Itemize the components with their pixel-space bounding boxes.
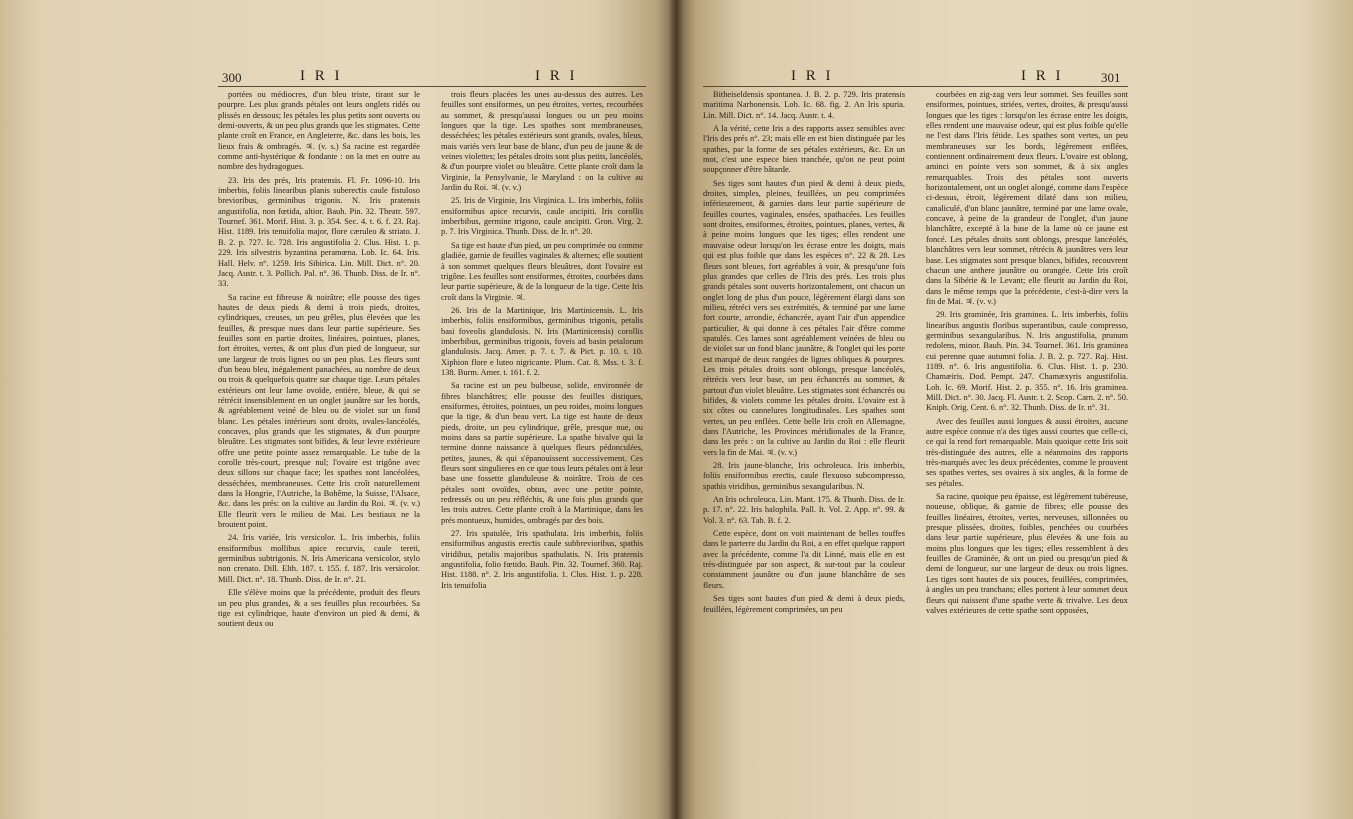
header-rule-right [703, 86, 1128, 87]
book-gutter [668, 0, 684, 819]
right-column-1 [703, 90, 905, 618]
paragraph: 27. Iris spatulée, Iris spathulata. Iris imberbis, foliis ensiformibus angustis ereƈtis caule subbrevioribus, spathis viridibus, petalis majoribus spathulatis. N. Iris pratensis angustifolia, folio fœtido. Bauh. Pin. 32. Tournef. 360. Raj. Hist. 1188. n°. 2. Iris angustifolia. 1. Clus. Hist. 1. p. 228. Iris tenuifolia [441, 529, 643, 590]
paragraph: 28. Iris jaune-blanche, Iris ochroleuca. Iris imberbis, foliis ensiformibus ereƈtis, caule flexuoso subcompresso, spathis viridibus, germinibus sexangularibus. N. [703, 461, 905, 491]
paragraph: Ses tiges sont hautes d'un pied & demi à deux pieds, droites, simples, pleines, feuillées, un peu comprimées inférieurement, & garnies dans leur partie supérieure de feuilles courtes, vaginales, ensées, spathacées. Les feuilles sont droites, ensiformes, étroites, pointues, planes, vertes, & à peine moins longues que les tiges; elles rendent une mauvaise odeur lorsqu'on les écrase entre les doigts, mais qui est plus foible que dans les espèces n°. 22 & 28. Les fleurs sont bleues, fort agréables à voir, & presqu'une fois plus grandes que celles de l'Iris des prés. Les trois plus grands pétales sont ouverts horizontalement, ont chacun un onglet long de plus d'un pouce, légèrement élargi dans son milieu, rétréci vers ses extrémités, & terminé par une lame fort courte, arrondie, échancrée, ayant l'air d'un appendice particulier, & qui donne à ces pétales l'air d'être comme spatulés. Ces lames sont agréablement veinées de bleu ou de violet sur un fond blanc jaunâtre, & l'onglet qui les porte est marqué de deux rangées de lignes obliques & pourpres. Les trois pétales droits sont oblongs, presque lancéolés, rétrécis vers leur base, un peu échancrés au sommet, & partout d'un violet bleuâtre. Les stigmates sont échancrés ou bifides, & violets comme les pétales droits. L'ovaire est à six côtes ou cannelures longitudinales. Les spathes sont vertes, un peu enflées. Cette belle Iris croît en Allemagne, dans l'Autriche, les Provinces méridionales de la France, dans les prés : on la cultive au Jardin du Roi : elle fleurit vers la fin de Mai. ♃. (v. v.) [703, 178, 905, 457]
paragraph: Ses tiges sont hautes d'un pied & demi à deux pieds, feuillées, légèrement comprimées, un peu [703, 594, 905, 614]
paragraph: portées ou médiocres, d'un bleu triste, tirant sur le pourpre. Les plus grands pétales ont leurs onglets ridés ou plissés en dessous; les pétales les plus petits sont ouverts ou demi-ouverts, & un peu plus grands que les stigmates. Cette plante croît en France, en Angleterre, &c. dans les bois, les lieux frais & ombragés. ♃. (v. s.) Sa racine est regardée comme anti-hystérique & fondante : on la met en outre au nombre des hydragogues. [218, 90, 420, 172]
paragraph: Elle s'élève moins que la précédente, produit des fleurs un peu plus grandes, & a ses feuilles plus recourbées. Sa tige est cylindrique, haute d'environ un pied & demi, & soutient deux ou [218, 588, 420, 629]
right-page [676, 0, 1353, 819]
paragraph: 25. Iris de Virginie, Iris Virginica. L. Iris imberbis, foliis ensiformibus apice recurvis, caule ancipiti. Iris corollis imberbibus, germine trigono, caule ancipiti. Gron. Virg. 2. p. 7. Iris Virginica. Thunb. Diss. de Ir. n°. 20. [441, 196, 643, 237]
running-head-left-center: I R I [535, 68, 578, 84]
paragraph: An Iris ochroleuca. Lin. Mant. 175. & Thunb. Diss. de Ir. p. 17. n°. 22. Iris halophila. Pall. It. Vol. 2. App. n°. 99. & Vol. 3. n°. 63. Tab. B. f. 2. [703, 495, 905, 525]
header-rule-left [218, 86, 646, 87]
left-page [0, 0, 676, 819]
paragraph: 23. Iris des prés, Iris pratensis. Fl. Fr. 1096-10. Iris imberbis, foliis linearibus planis subereƈtis caule fistuloso brevioribus, germinibus trigonis. N. Iris pratensis angustifolia, non fœtida, altior. Bauh. Pin. 32. Theatr. 597. Tournef. 361. Morif. Hist. 3. p. 354. Sec. 4. t. 6. f. 23. Raj. Hist. 1189. Iris tenuifolia major, flore cæruleo & striato. J. B. 2. p. 727. Ic. 728. Iris angustifolia 2. Clus. Hist. 1. p. 229. Iris silvestris byzantina peramœna. Lob. Ic. 64. Iris. Hall. Helv. n°. 1259. Iris Sibirica. Lin. Mill. Diƈt. n°. 20. Jacq. Austr. t. 3. Pollich. Pal. n°. 36. Thunb. Diss. de Ir. n°. 33. [218, 175, 420, 289]
paragraph: courbées en zig-zag vers leur sommet. Ses feuilles sont ensiformes, pointues, striées, vertes, droites, & presqu'aussi longues que les tiges : lorsqu'on les écrase entre les doigts, elles rendent une mauvaise odeur, qui est plus foible qu'elle ne l'est dans l'Iris fétide. Les spathes sont vertes, un peu membraneuses sur les bords, légèrement enflées, contiennent ordinairement deux fleurs. L'ovaire est oblong, aminci en pointe vers son sommet, & à six angles remarquables. Trois des pétales sont ouverts horizontalement, ont un onglet alongé, comme dans l'espèce ci-dessus, étroit, légèrement dilaté dans son milieu, canaliculé, d'un blanc jaunâtre, terminé par une lame ovale, concave, à peine de la grandeur de l'onglet, d'un jaune blanchâtre, excepté à la base de la lame où ce jaune est foncé. Les pétales droits sont oblongs, presque lancéolés, blanchâtres vers leur sommet, rétrécis & jaunâtres vers leur base. Les stigmates sont presque blancs, bifides, recouvrent chacun une anthere jaunâtre ou orangée. Cette Iris croît dans la Sibérie & le Levant; elle fleurit au Jardin du Roi, dans le même temps que la précédente, c'est-à-dire vers la fin de Mai. ♃. (v. v.) [926, 90, 1128, 306]
left-column-2 [441, 90, 643, 594]
paragraph: Cette espèce, dont on voit maintenant de belles touffes dans le parterre du Jardin du Roi, a en effet quelque rapport avec la précédente, comme l'a dit Linné, mais elle en est très-distinguée par son aspect, & sur-tout par la couleur constamment jaunâtre ou d'un jaune blanchâtre de ses fleurs. [703, 529, 905, 590]
paragraph: A la vérité, cette Iris a des rapports assez sensibles avec l'Iris des prés n°. 23; mais elle en est bien distinguée par les spathes, par la forme de ses pétales extérieurs, &c. En un mot, c'est une espece bien tranchée, qu'on ne peut point soupçonner d'être bâtarde. [703, 124, 905, 175]
paragraph: Sa racine, quoique peu épaisse, est légèrement tubéreuse, noueuse, oblique, & garnie de fibres; elle pousse des feuilles linéaires, étroites, vertes, nerveuses, sillonnées ou presque plissées, droites, foibles, penchées ou courbées dans leur partie supérieure, plus élevées & une fois au moins plus longues que les tiges; elles ressemblent à des feuilles de Graminée, & ont un pied ou presqu'un pied & demi de longueur, sur une largeur de deux ou trois lignes. Les tiges sont hautes de six pouces, feuillées, comprimées, à angles un peu tranchans; elles portent à leur sommet deux fleurs qui naissent d'une spathe verte & trivalve. Les deux valves extérieures de cette spathe sont opposées, [926, 492, 1128, 615]
paragraph: Sa tige est haute d'un pied, un peu comprimée ou comme gladiée, garnie de feuilles vaginales & alternes; elle soutient à son sommet quelques fleurs bleuâtres, dont l'ovaire est trigône. Les feuilles sont ensiformes, étroites, courbées dans leur partie supérieure, & de la longueur de la tige. Cette Iris croît dans la Virginie. ♃. [441, 240, 643, 302]
page-number-right: 301 [1101, 70, 1121, 85]
running-head-right: I R I [1021, 68, 1064, 84]
paragraph: trois fleurs placées les unes au-dessus des autres. Les feuilles sont ensiformes, un peu étroites, vertes, recourbées au sommet, & presqu'aussi longues ou un peu moins longues que la tige. Les spathes sont membraneuses, desséchées; les pétales extérieurs sont grands, ovales, bleus, mais variés vers leur base de blanc, d'un peu de jaune & de veines violettes; les pétales droits sont plus petits, lancéolés, & d'un pourpre violet ou bleuâtre. Cette plante croît dans la Virginie, la Pensylvanie, le Maryland : on la cultive au Jardin du Roi. ♃. (v. v.) [441, 90, 643, 193]
paragraph: Avec des feuilles aussi longues & aussi étroites, aucune autre espèce connue n'a des tiges aussi courtes que celle-ci, ce qui la rend fort remarquable. Mais quoique cette Iris soit très-distinguée des autres, elle a néanmoins des rapports très-marqués avec les deux précédentes, comme le prouvent ses spathes vertes, ses ovaires à six angles, & la forme de ses pétales. [926, 416, 1128, 488]
paragraph: Sa racine est un peu bulbeuse, solide, environnée de fibres blanchâtres; elle pousse des feuilles distiques, ensiformes, étroites, pointues, un peu roides, moins longues que la tige, & d'un beau vert. La tige est haute de deux pieds, droite, un peu cylindrique, grêle, presque nue, ou moins dans sa partie supérieure. La spathe bivalve qui la termine donne naissance à quelques fleurs pédonculées, petites, jaunes, & qui s'épanouissent successivement. Ces fleurs sont singulieres en ce que tous leurs pétales ont à leur base une fossette glanduleuse & noirâtre. Trois de ces pétales sont ovoïdes, obtus, avec une petite pointe, redressés ou un peu réfléchis, & une fois plus grands que les trois autres. Cette plante croît à la Martinique, dans les prés montueux, humides, ombragés par des bois. [441, 381, 643, 525]
paragraph: 26. Iris de la Martinique, Iris Martinicensis. L. Iris imberbis, foliis ensiformibus, germinibus trigonis, petalis basi foveolis glandulosis. N. Iris (Martinicensis) corollis imberbibus, germinibus trigonis, foveis ad basin petalorum glandulosis. Jacq. Amer. p. 7. t. 7. & Piƈt. p. 10. t. 10. Xiphion flore e luteo nigricante. Plum. Cat. 8. Mss. t. 3. f. 138. Burm. Amer. t. 161. f. 2. [441, 305, 643, 377]
right-column-2 [926, 90, 1128, 619]
paragraph: 29. Iris graminée, Iris graminea. L. Iris imberbis, foliis linearibus angustis floribus superantibus, caule compresso, germinibus sexangularibus. N. Iris angustifolia, prunum redolens, minor. Bauh. Pin. 34. Tournef. 361. Iris graminea cui perenne quae autumni folia. J. B. 2. p. 727. Raj. Hist. 1189. n°. 6. Iris angustifolia. 6. Clus. Hist. 1. p. 230. Chamæiris. Dod. Pempt. 247. Chamæxyris angustifolia. Lob. Ic. 69. Morif. Hist. 2. p. 355. n°. 16. Iris graminea. Mill. Diƈt. n°. 30. Jacq. Fl. Austr. t. 2. Scop. Carn. 2. n°. 50. Kniph. Orig. Cent. 6. n°. 32. Thunb. Diss. de Ir. n°. 31. [926, 310, 1128, 413]
running-head-left: I R I [300, 68, 343, 84]
paragraph: Sa racine est fibreuse & noirâtre; elle pousse des tiges hautes de deux pieds & demi à trois pieds, droites, cylindriques, creuses, un peu grêles, plus élevées que les feuilles, & presque nues dans leur partie supérieure. Ses feuilles sont en partie droites, linéaires, pointues, planes, fort étroites, vertes, & ont plus d'un pied de longueur, sur une largeur de trois lignes ou un peu plus. Les fleurs sont d'un beau bleu, inégalement panachées, au nombre de deux ou trois & quelquefois quatre sur chaque tige. Leurs pétales extérieurs ont leur lame ovoïde, entière, bleue, & qui se rétrécit insensiblement en un onglet jaunâtre sur les bords, & agréablement veiné de bleu ou de violet sur un fond blanc. Les pétales intérieurs sont droits, ovales-lancéolés, concaves, plus grands que les stigmates, & d'un pourpre bleuâtre. Les stigmates sont bifides, & leur levre extérieure offre une petite pointe assez remarquable. Le tube de la corolle très-court, presque nul; l'ovaire est trigône avec deux sillons sur chaque face; les spathes sont lancéolées, desséchées, membraneuses. Cette Iris croît naturellement dans la Hongrie, l'Autriche, la Bohême, la Suisse, l'Alsace, &c. dans les prés: on la cultive au Jardin du Roi. ♃. (v. v.) Elle fleurit vers le milieu de Mai. Les bestiaux ne la broutent point. [218, 292, 420, 530]
left-column-1 [218, 90, 420, 633]
page-number-left: 300 [222, 70, 242, 85]
running-head-right-center: I R I [791, 68, 834, 84]
paragraph: 24. Iris variée, Iris versicolor. L. Iris imberbis, foliis ensiformibus mollibus apice recurvis, caule tereti, germinibus subtrigonis. N. Iris Americana versicolor, stylo non crenato. Dill. Elth. 187. t. 155. f. 187. Iris versicolor. Mill. Diƈt. n°. 18. Thunb. Diss. de Ir. n°. 21. [218, 533, 420, 584]
paragraph: Bitheiseldensis spontanea. J. B. 2. p. 729. Iris pratensis maritima Narbonensis. Lob. Ic. 68. fig. 2. An Iris spuria. Lin. Mill. Diƈt. n°. 14. Jacq. Austr. t. 4. [703, 90, 905, 120]
